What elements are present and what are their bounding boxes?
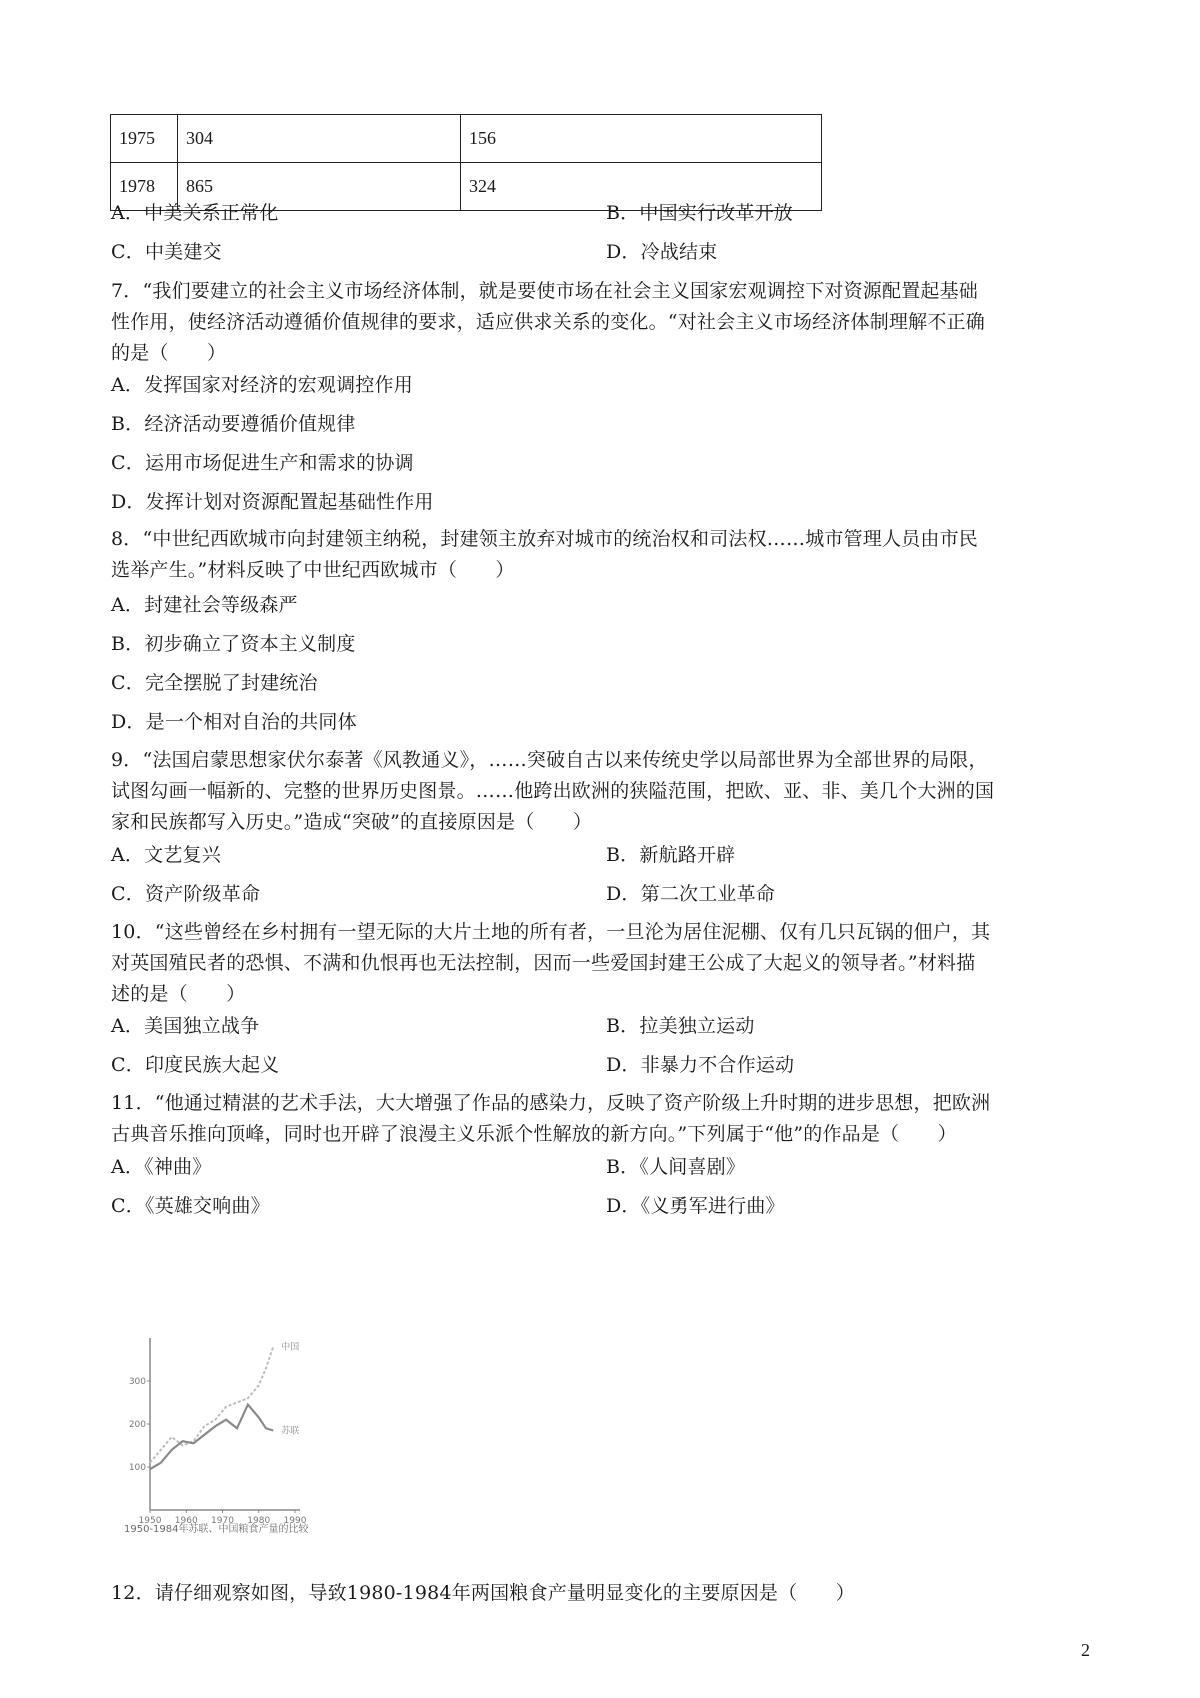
series-line-china [150, 1347, 273, 1463]
option-b: B．新航路开辟 [606, 844, 736, 866]
x-tick-label: 1970 [211, 1516, 234, 1526]
question-12-stem: 12．请仔细观察如图，导致1980-1984年两国粮食产量明显变化的主要原因是（ ） [111, 1582, 855, 1604]
x-tick-label: 1980 [247, 1516, 271, 1526]
question-10-stem: 述的是（ ） [111, 983, 246, 1005]
y-tick-label: 300 [128, 1377, 146, 1387]
option-d: D．冷战结束 [606, 241, 718, 263]
line-chart [120, 1330, 390, 1530]
option-c: C．印度民族大起义 [111, 1054, 280, 1076]
series-line-ussr [150, 1405, 273, 1470]
option-c: C．运用市场促进生产和需求的协调 [111, 452, 414, 474]
question-9-stem: 家和民族都写入历史。”造成“突破”的直接原因是（ ） [111, 811, 593, 833]
question-10-stem: 对英国殖民者的恐惧、不满和仇恨再也无法控制，因而一些爱国封建王公成了大起义的领导者。”材料描 [111, 952, 976, 974]
table-cell: 304 [178, 115, 461, 163]
option-a: A．《神曲》 [111, 1156, 212, 1178]
option-b: B．《人间喜剧》 [606, 1156, 746, 1178]
question-11-stem: 古典音乐推向顶峰，同时也开辟了浪漫主义乐派个性解放的新方向。”下列属于“他”的作品是（ ） [111, 1123, 957, 1145]
table-cell: 865 [178, 163, 461, 211]
series-label: 中国 [281, 1342, 300, 1353]
question-7-stem: 7．“我们要建立的社会主义市场经济体制，就是要使市场在社会主义国家宏观调控下对资源配置起基础 [111, 280, 979, 302]
x-tick-label: 1960 [174, 1516, 198, 1526]
question-10-stem: 10．“这些曾经在乡村拥有一望无际的大片土地的所有者，一旦沦为居住泥棚、仅有几只瓦锅的佃户，其 [111, 921, 991, 943]
table-cell: 156 [461, 115, 822, 163]
option-c: C．《英雄交响曲》 [111, 1195, 270, 1217]
table-cell: 1975 [111, 115, 178, 163]
option-b: B．拉美独立运动 [606, 1015, 755, 1037]
x-tick-label: 1950 [138, 1516, 162, 1526]
option-c: C．完全摆脱了封建统治 [111, 672, 318, 694]
option-a: A．文艺复兴 [111, 844, 221, 866]
option-c: C．资产阶级革命 [111, 883, 261, 905]
option-d: D．《义勇军进行曲》 [606, 1195, 785, 1217]
option-a: A．美国独立战争 [111, 1015, 260, 1037]
question-7-stem: 的是（ ） [111, 342, 227, 364]
y-tick-label: 200 [128, 1420, 146, 1430]
table-row [111, 115, 822, 163]
option-a: A．发挥国家对经济的宏观调控作用 [111, 374, 413, 396]
option-c: C．中美建交 [111, 241, 222, 263]
option-a: A．中美关系正常化 [111, 202, 279, 224]
option-d: D．第二次工业革命 [606, 883, 776, 905]
y-tick-label: 100 [128, 1463, 146, 1473]
chart-caption: 1950-1984年苏联、中国粮食产量的比较 [124, 1524, 309, 1535]
table-cell: 324 [461, 163, 822, 211]
page-number: 2 [1081, 1640, 1090, 1660]
question-8-stem: 8．“中世纪西欧城市向封建领主纳税，封建领主放弃对城市的统治权和司法权……城市管理人员由市民 [111, 528, 979, 550]
grain-output-chart [120, 1330, 390, 1540]
option-b: B．经济活动要遵循价值规律 [111, 413, 356, 435]
option-d: D．是一个相对自治的共同体 [111, 711, 357, 733]
option-a: A．封建社会等级森严 [111, 594, 298, 616]
question-9-stem: 试图勾画一幅新的、完整的世界历史图景。……他跨出欧洲的狭隘范围，把欧、亚、非、美几个大洲的国 [111, 780, 995, 802]
question-11-stem: 11．“他通过精湛的艺术手法，大大增强了作品的感染力，反映了资产阶级上升时期的进步思想，把欧洲 [111, 1092, 991, 1114]
question-8-stem: 选举产生。”材料反映了中世纪西欧城市（ ） [111, 559, 515, 581]
option-b: B．中国实行改革开放 [606, 202, 793, 224]
question-9-stem: 9．“法国启蒙思想家伏尔泰著《风教通义》，……突破自古以来传统史学以局部世界为全部世界的局限， [111, 749, 988, 771]
data-table [110, 114, 822, 211]
option-d: D．非暴力不合作运动 [606, 1054, 795, 1076]
table-cell: 1978 [111, 163, 178, 211]
question-7-stem: 性作用，使经济活动遵循价值规律的要求，适应供求关系的变化。“对社会主义市场经济体制理解不正确 [111, 311, 985, 333]
option-b: B．初步确立了资本主义制度 [111, 633, 356, 655]
x-tick-label: 1990 [283, 1516, 307, 1526]
series-label: 苏联 [281, 1426, 300, 1437]
option-d: D．发挥计划对资源配置起基础性作用 [111, 491, 434, 513]
